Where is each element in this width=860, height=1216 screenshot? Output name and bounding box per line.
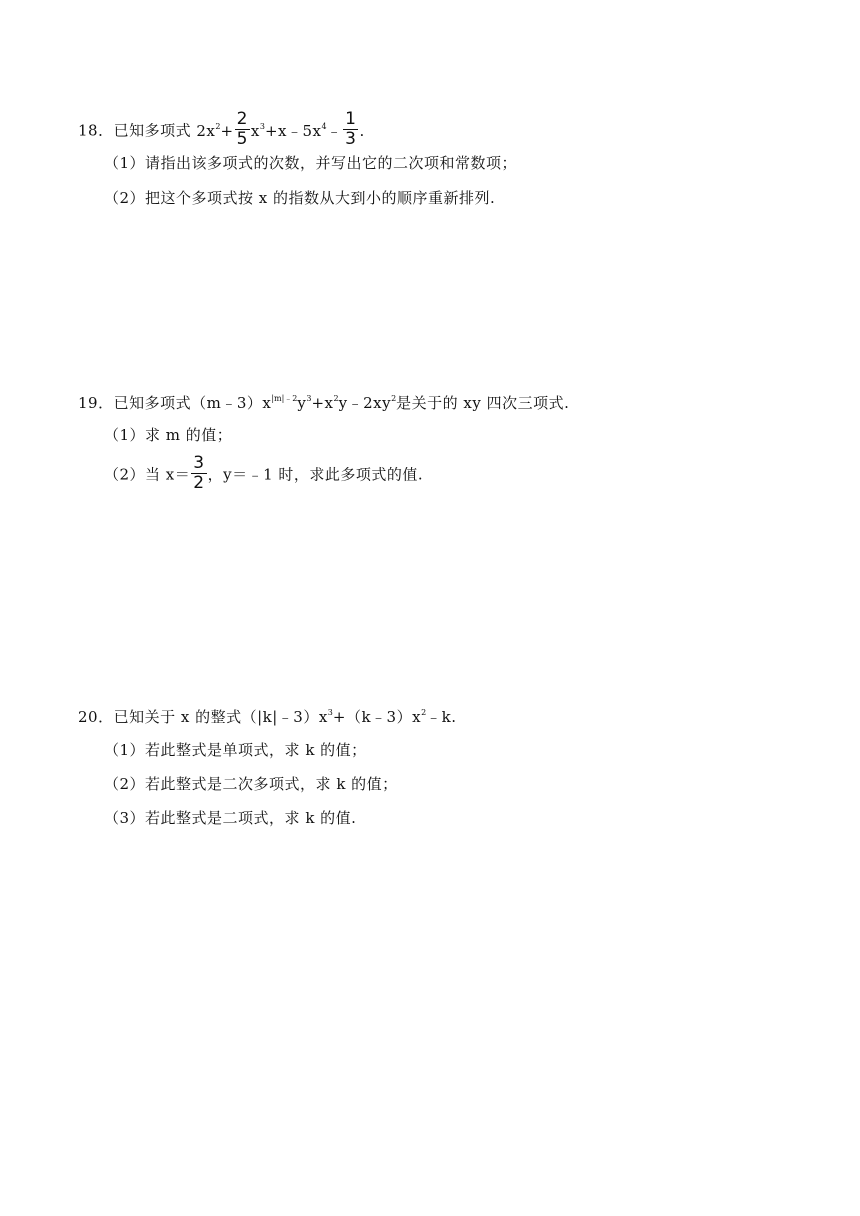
problem-19-part-2: （2）当 x＝ $\frac{3}{2}$ ，y＝﹣1 时，求此多项式的值. bbox=[104, 453, 424, 493]
problem-20-part-1: （1）若此整式是单项式，求 k 的值； bbox=[104, 741, 367, 759]
polynomial-expression: $2x^2+$ $\frac{2}{5}$ $x^3+x﹣5x^4﹣$ $\frac{1}{3}$ . bbox=[196, 109, 365, 149]
problem-18-part-1: （1）请指出该多项式的次数，并写出它的二次项和常数项； bbox=[104, 154, 518, 172]
problem-number: 20． bbox=[78, 708, 114, 726]
fraction-two-fifths: $\frac{2}{5}$ bbox=[236, 109, 248, 149]
problem-18-part-2: （2）把这个多项式按 x 的指数从大到小的顺序重新排列. bbox=[104, 189, 496, 207]
problem-20-part-3: （3）若此整式是二项式，求 k 的值. bbox=[104, 809, 357, 827]
problem-19-part-1: （1）求 m 的值； bbox=[104, 426, 233, 444]
problem-20-stem: 20．已知关于 x 的整式$(|k|﹣3)x^3+(k﹣3)x^2﹣k$. bbox=[78, 708, 457, 726]
stem-text: 已知多项式 bbox=[113, 121, 192, 140]
fraction-one-third: $\frac{1}{3}$ bbox=[345, 109, 357, 149]
problem-19-stem: 19．已知多项式$(m﹣3)x^{|m|﹣2}y^3+x^2y﹣2xy^2$是关于的 xy 四次三项式. bbox=[78, 394, 570, 412]
problem-number: 19． bbox=[78, 394, 114, 412]
problem-20-part-2: （2）若此整式是二次多项式，求 k 的值； bbox=[104, 775, 398, 793]
problem-18-stem bbox=[78, 109, 365, 150]
fraction-three-halves: $\frac{3}{2}$ bbox=[193, 453, 205, 493]
problem-number: 18． bbox=[78, 121, 114, 140]
